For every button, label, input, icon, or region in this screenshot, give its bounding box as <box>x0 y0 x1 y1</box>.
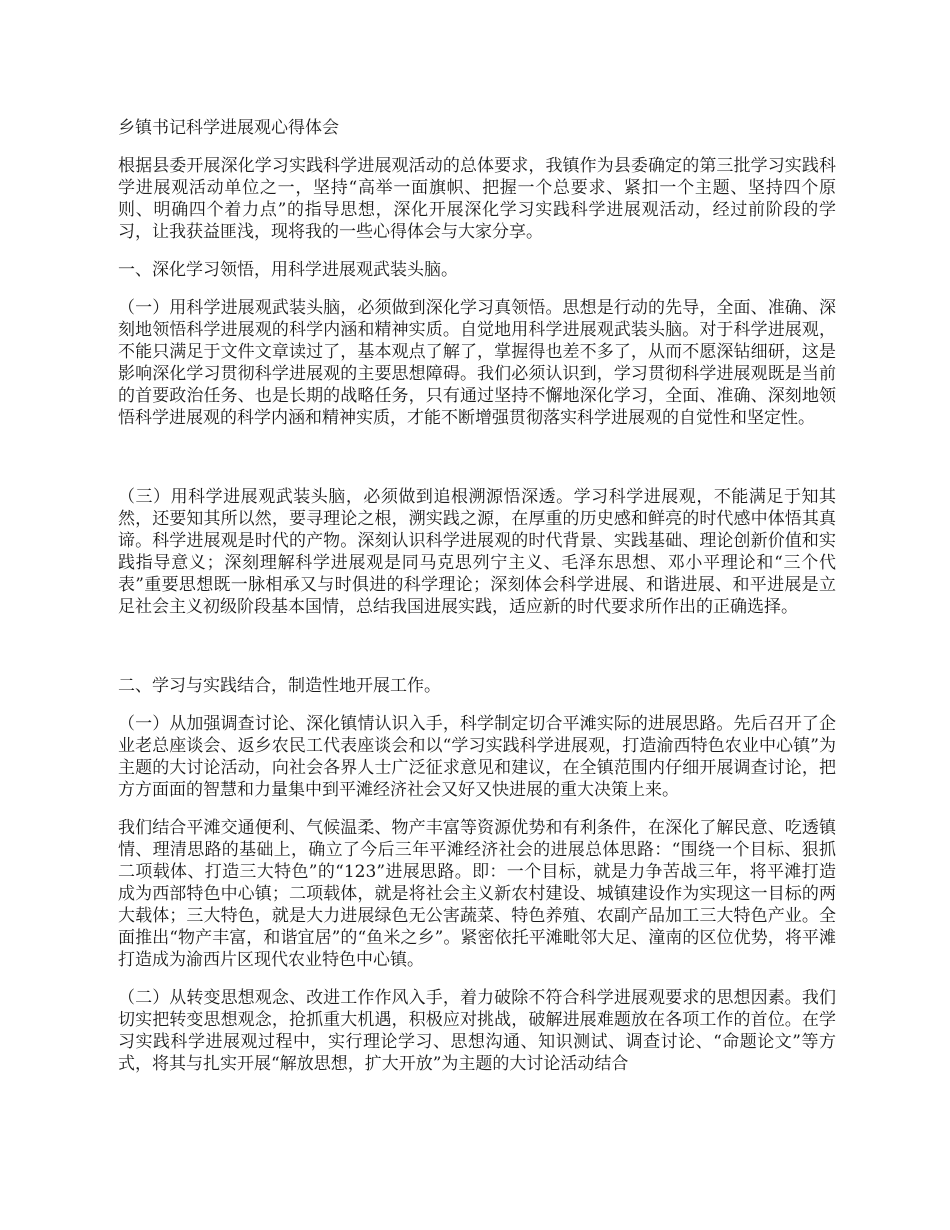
document-title: 乡镇书记科学进展观心得体会 <box>118 118 339 138</box>
paragraph-1-3: （三）用科学进展观武装头脑，必须做到追根溯源悟深透。学习科学进展观，不能满足于知其然，还要知其所以然，要寻理论之根，溯实践之源，在厚重的历史感和鲜亮的时代感中体悟其真谛。科学进展观是时代的产物。深刻认识科学进展观的时代背景、实践基础、理论创新价值和实践指导意义；深刻理解科学进展观是同马克思列宁主义、毛泽东思想、邓小平理论和“三个代表”重要思想既一脉相承又与时俱进的科学理论；深刻体会科学进展、和谐进展、和平进展是立足社会主义初级阶段基本国情，总结我国进展实践，适应新的时代要求所作出的正确选择。 <box>118 487 836 617</box>
paragraph-2-1: （一）从加强调查讨论、深化镇情认识入手，科学制定切合平滩实际的进展思路。先后召开了企业老总座谈会、返乡农民工代表座谈会和以“学习实践科学进展观，打造渝西特色农业中心镇”为主题的大讨论活动，向社会各界人士广泛征求意见和建议，在全镇范围内仔细开展调查讨论，把方方面面的智慧和力量集中到平滩经济社会又好又快进展的重大决策上来。 <box>118 714 836 800</box>
intro-paragraph: 根据县委开展深化学习实践科学进展观活动的总体要求，我镇作为县委确定的第三批学习实践科学进展观活动单位之一，坚持“高举一面旗帜、把握一个总要求、紧扣一个主题、坚持四个原则、明确四个着力点”的指导思想，深化开展深化学习实践科学进展观活动，经过前阶段的学习，让我获益匪浅，现将我的一些心得体会与大家分享。 <box>118 156 836 242</box>
document-page <box>118 117 836 1091</box>
paragraph-2-1-cont: 我们结合平滩交通便利、气候温柔、物产丰富等资源优势和有利条件，在深化了解民意、吃透镇情、理清思路的基础上，确立了今后三年平滩经济社会的进展总体思路：“围绕一个目标、狠抓二项载体、打造三大特色”的“123”进展思路。即：一个目标，就是力争苦战三年，将平滩打造成为西部特色中心镇；二项载体，就是将社会主义新农村建设、城镇建设作为实现这一目标的两大载体；三大特色，就是大力进展绿色无公害蔬菜、特色养殖、农副产品加工三大特色产业。全面推出“物产丰富，和谐宜居”的“鱼米之乡”。紧密依托平滩毗邻大足、潼南的区位优势，将平滩打造成为渝西片区现代农业特色中心镇。 <box>118 818 836 970</box>
paragraph-1-1: （一）用科学进展观武装头脑，必须做到深化学习真领悟。思想是行动的先导，全面、准确、深刻地领悟科学进展观的科学内涵和精神实质。自觉地用科学进展观武装头脑。对于科学进展观，不能只满足于文件文章读过了，基本观点了解了，掌握得也差不多了，从而不愿深钻细研，这是影响深化学习贯彻科学进展观的主要思想障碍。我们必须认识到，学习贯彻科学进展观既是当前的首要政治任务、也是长期的战略任务，只有通过坚持不懈地深化学习，全面、准确、深刻地领悟科学进展观的科学内涵和精神实质，才能不断增强贯彻落实科学进展观的自觉性和坚定性。 <box>118 298 836 428</box>
section-heading-1: 一、深化学习领悟，用科学进展观武装头脑。 <box>118 260 458 280</box>
blank-gap <box>118 445 836 486</box>
section-heading-2: 二、学习与实践结合，制造性地开展工作。 <box>118 676 441 696</box>
paragraph-2-2: （二）从转变思想观念、改进工作作风入手，着力破除不符合科学进展观要求的思想因素。我们切实把转变思想观念，抢抓重大机遇，积极应对挑战，破解进展难题放在各项工作的首位。在学习实践科学进展观过程中，实行理论学习、思想沟通、知识测试、调查讨论、“命题论文”等方式，将其与扎实开展“解放思想，扩大开放”为主题的大讨论活动结合 <box>118 988 836 1074</box>
blank-gap <box>118 634 836 675</box>
